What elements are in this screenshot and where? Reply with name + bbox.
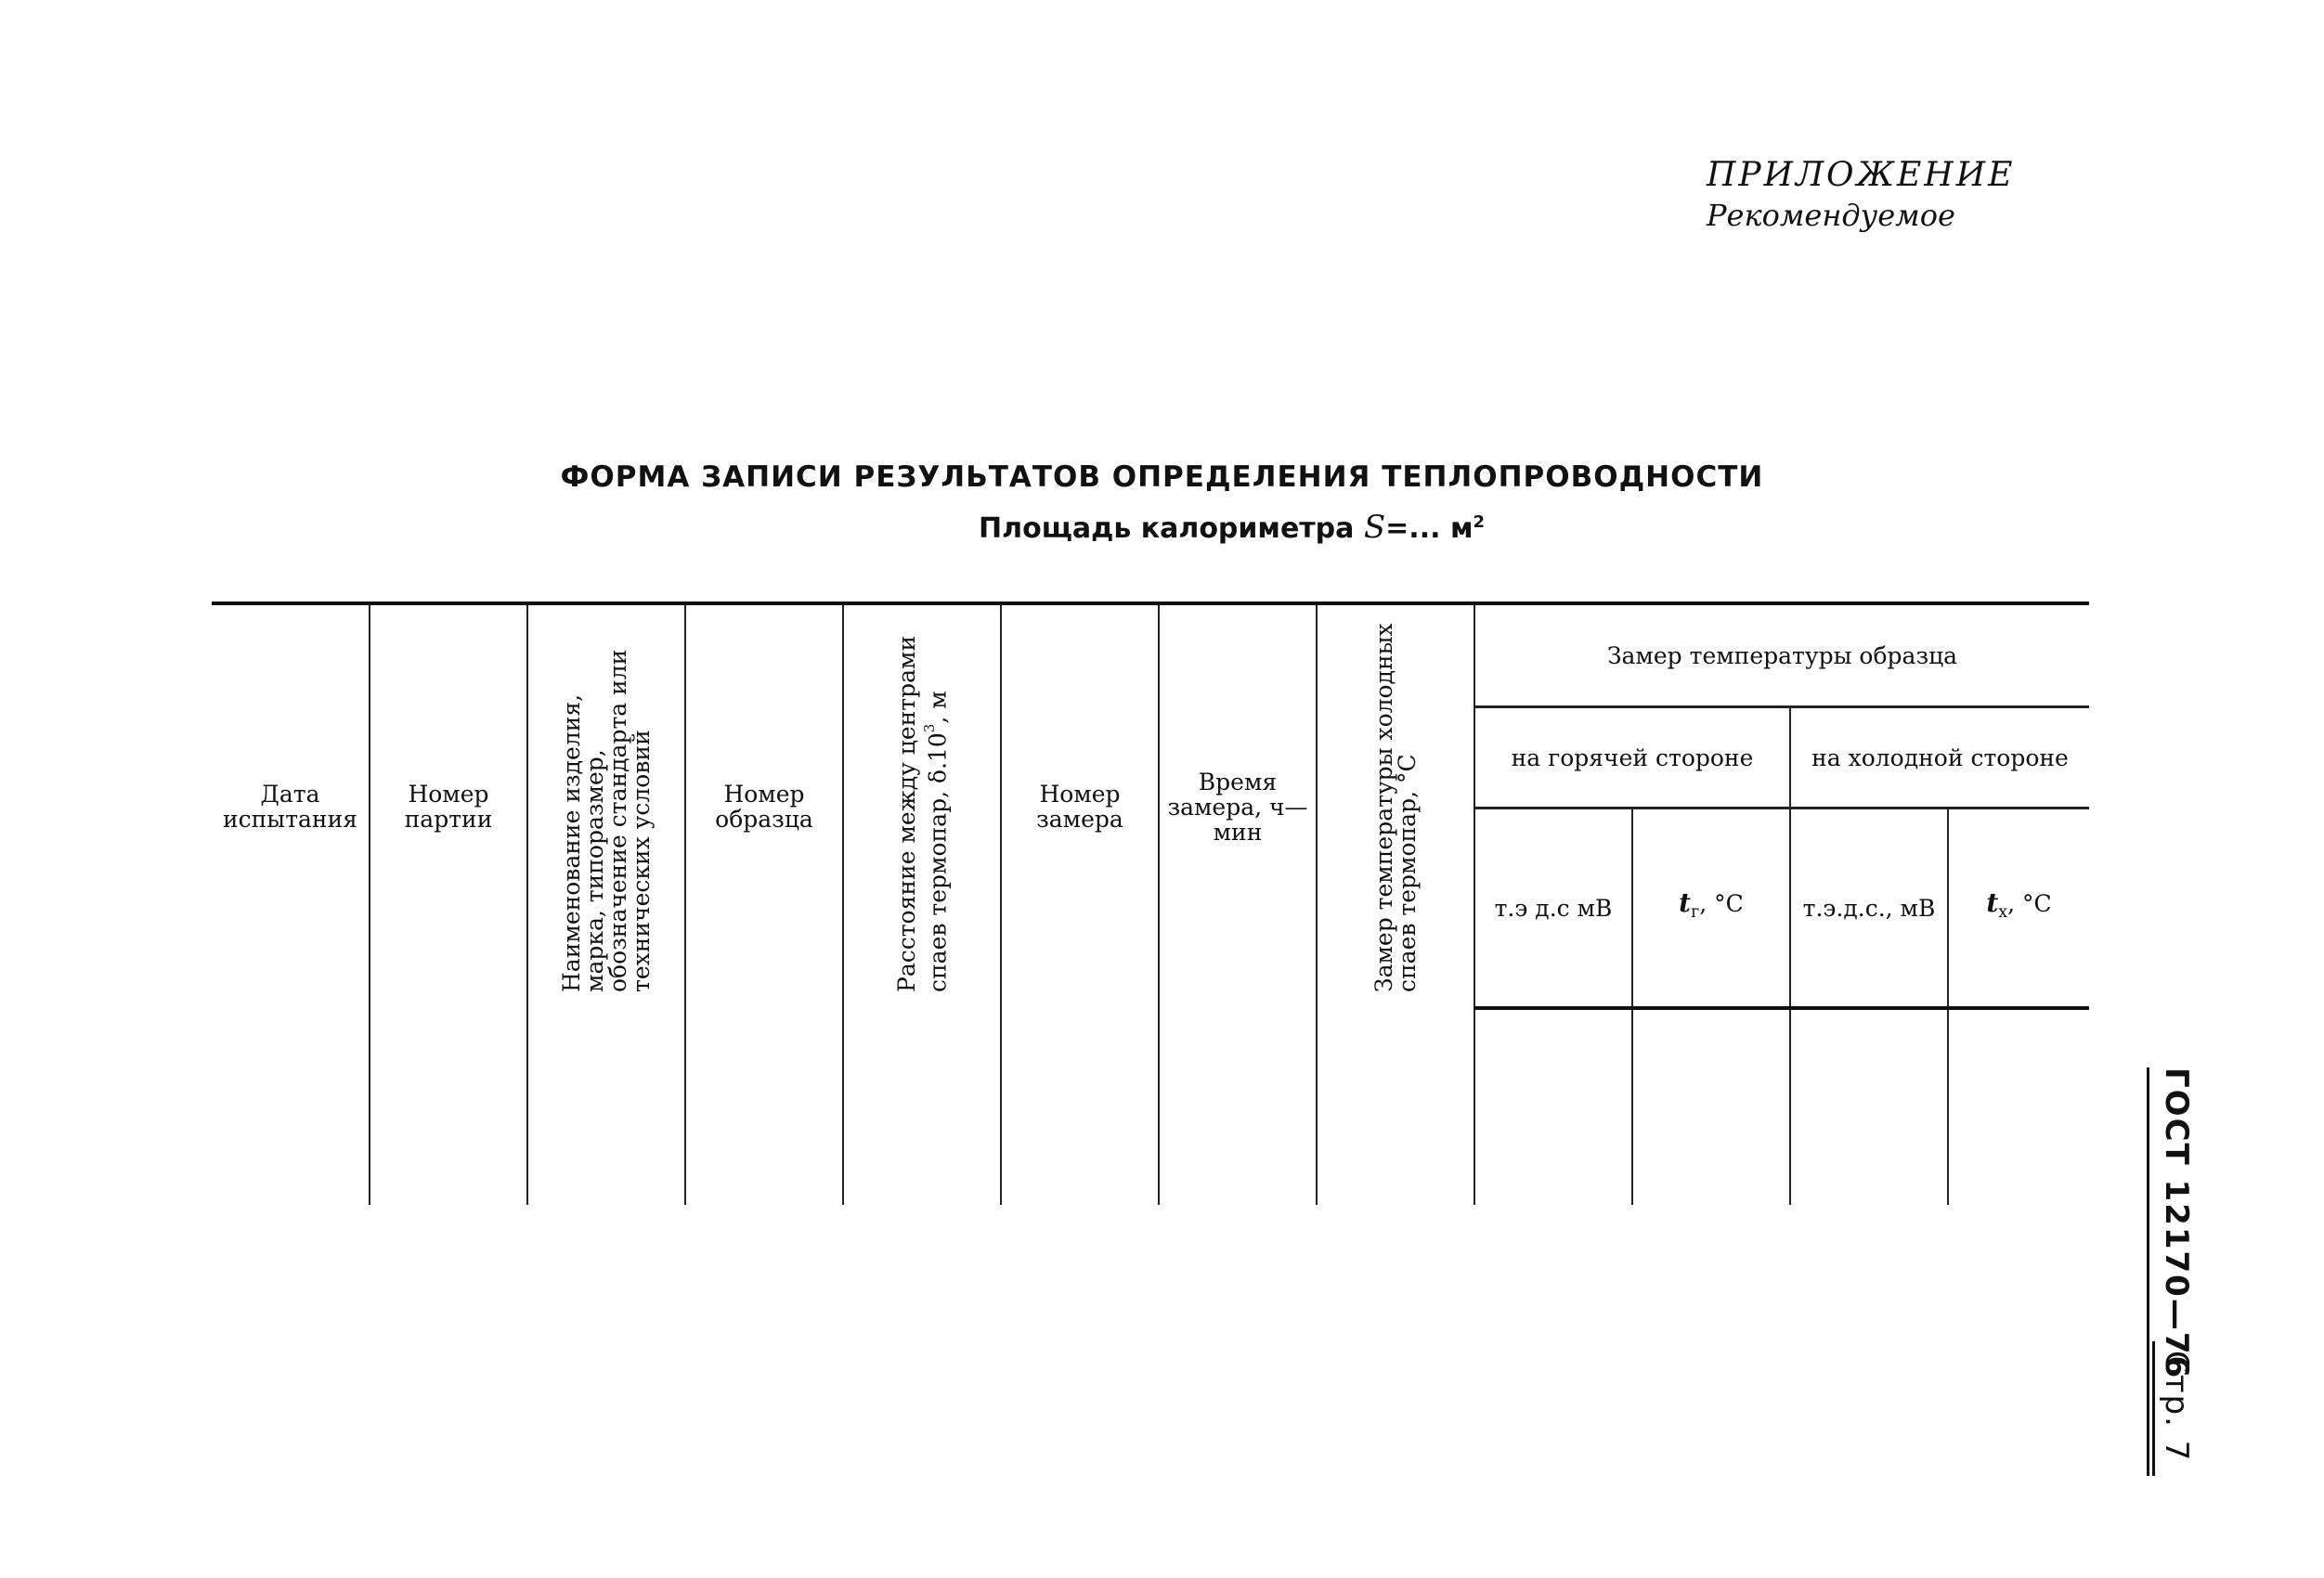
distance-text: Расстояние между центрами спаев термопар, δ.10	[892, 635, 952, 992]
header-cold-emf	[1790, 808, 1948, 1009]
hot-t-unit: , °С	[1699, 890, 1744, 917]
header-cold-side-label: на холодной стороне	[1811, 744, 2069, 771]
header-sample	[685, 603, 843, 1008]
subtitle-exp: 2	[1473, 512, 1485, 532]
header-cold-junction	[1317, 603, 1474, 1008]
cell-time[interactable]	[1159, 1008, 1317, 1205]
cold-t-sub: х	[1998, 903, 2008, 922]
header-sample-label: Номер образца	[715, 781, 813, 833]
cold-t-unit: , °С	[2007, 890, 2052, 917]
cell-hot-emf[interactable]	[1474, 1008, 1632, 1205]
header-batch-label: Номер партии	[404, 781, 493, 833]
cell-cold-junction[interactable]	[1317, 1008, 1474, 1205]
header-sample-temp	[1474, 603, 2089, 707]
stamp-rule	[2147, 1067, 2149, 1476]
record-table	[212, 601, 2089, 1205]
distance-unit: , м	[924, 691, 952, 724]
header-cold-side	[1790, 707, 2089, 808]
header-date-label: Дата испытания	[222, 781, 358, 833]
form-title: ФОРМА ЗАПИСИ РЕЗУЛЬТАТОВ ОПРЕДЕЛЕНИЯ ТЕПЛОПРОВОДНОСТИ	[560, 460, 1764, 494]
header-hot-temp	[1632, 808, 1790, 1009]
header-cold-junction-label: Замер температуры холодных спаев термопар, °С	[1370, 623, 1421, 992]
appendix-title: ПРИЛОЖЕНИЕ	[1707, 156, 2016, 194]
header-hot-side-label: на горячей стороне	[1511, 744, 1754, 771]
header-time	[1159, 603, 1317, 1008]
hot-t-sub: г	[1691, 903, 1700, 922]
header-measurement	[1001, 603, 1159, 1008]
header-hot-emf-label: т.э д.с мВ	[1494, 894, 1613, 922]
header-product-label: Наименование изделия, марка, типоразмер, обозначение стандарта или технических условий	[558, 649, 655, 992]
subtitle-unit: м	[1449, 512, 1474, 545]
cell-cold-temp[interactable]	[1948, 1008, 2089, 1205]
header-hot-emf	[1474, 808, 1632, 1009]
subtitle-symbol: S	[1363, 509, 1386, 546]
stamp-page-number: Стр. 7	[2158, 1351, 2195, 1463]
hot-t-symbol: t	[1679, 887, 1692, 918]
form-subtitle	[0, 509, 2324, 546]
cell-measurement[interactable]	[1001, 1008, 1159, 1205]
table-row	[212, 1008, 2089, 1205]
cell-product[interactable]	[527, 1008, 685, 1205]
appendix-block	[1679, 156, 2097, 233]
record-table-wrap	[212, 601, 2089, 1205]
cell-date[interactable]	[212, 1008, 370, 1205]
header-cold-emf-label: т.э.д.с., мВ	[1802, 894, 1936, 922]
header-date	[212, 603, 370, 1008]
distance-exp: 3	[920, 723, 938, 733]
header-product	[527, 603, 685, 1008]
cell-hot-temp[interactable]	[1632, 1008, 1790, 1205]
header-distance-label	[892, 621, 952, 992]
header-sample-temp-label: Замер температуры образца	[1606, 641, 1958, 669]
subtitle-prefix: Площадь калориметра	[979, 512, 1355, 545]
header-batch	[370, 603, 527, 1008]
header-time-label: Время замера, ч—мин	[1167, 768, 1308, 846]
header-cold-temp	[1948, 808, 2089, 1009]
stamp-rule-short	[2152, 1341, 2155, 1476]
appendix-subtitle: Рекомендуемое	[1707, 198, 1955, 233]
header-measurement-label: Номер замера	[1036, 781, 1123, 833]
stamp-standard: ГОСТ 12170—76	[2158, 1067, 2195, 1380]
header-distance	[843, 603, 1001, 1008]
cold-t-symbol: t	[1986, 887, 1999, 918]
cell-cold-emf[interactable]	[1790, 1008, 1948, 1205]
cell-distance[interactable]	[843, 1008, 1001, 1205]
cell-batch[interactable]	[370, 1008, 527, 1205]
subtitle-value: =...	[1385, 512, 1441, 545]
header-hot-side	[1474, 707, 1790, 808]
cell-sample[interactable]	[685, 1008, 843, 1205]
page-stamp	[2147, 1067, 2202, 1476]
